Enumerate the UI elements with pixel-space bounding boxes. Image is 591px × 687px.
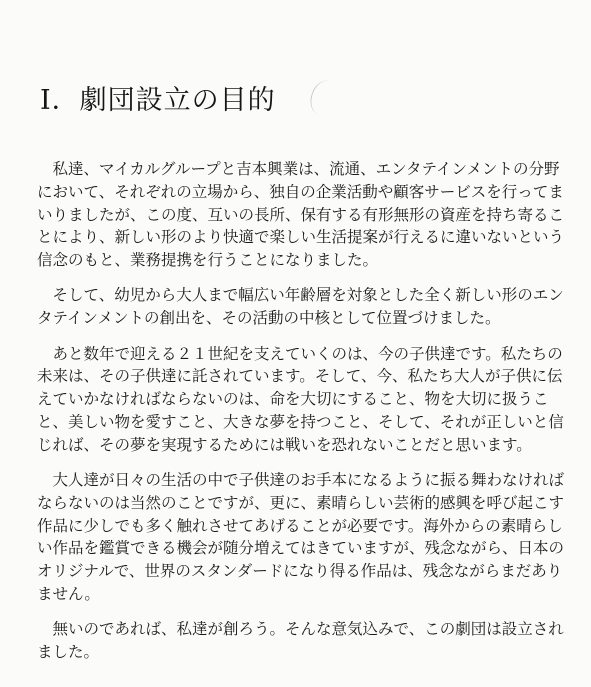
text-line: ました。	[37, 643, 100, 662]
paragraph-4	[37, 469, 572, 606]
text-line: えていかなければならないのは、命を大切にすること、物を大切に扱うこ	[37, 390, 549, 409]
text-line: 未来は、その子供達に託されています。そして、今、私たち大人が子供に伝	[37, 367, 563, 386]
body-text	[37, 158, 572, 676]
text-line: そして、幼児から大人まで幅広い年齢層を対象とした全く新しい形のエン	[52, 286, 564, 305]
paragraph-1	[37, 158, 572, 272]
section-heading: Ⅰ．劇団設立の目的	[40, 85, 276, 116]
text-line: いりましたが、この度、互いの長所、保有する有形無形の資産を持ち寄るこ	[37, 205, 565, 224]
text-line: 大人達が日々の生活の中で子供達のお手本になるように振る舞わなければ	[52, 471, 565, 490]
text-line: じれば、その夢を実現するためには戦いを恐れないことだと思います。	[37, 435, 532, 454]
text-line: 作品に少しでも多く触れさせてあげることが必要です。海外からの素晴らし	[37, 516, 563, 535]
text-line: ならないのは当然のことですが、更に、素晴らしい芸術的感興を呼び起こす	[37, 493, 565, 512]
text-line: タテインメントの創出を、その活動の中核として位置づけました。	[37, 309, 501, 328]
paragraph-3	[37, 343, 572, 457]
paragraph-5	[37, 618, 572, 664]
pencil-mark	[306, 77, 343, 120]
text-line: とにより、新しい形のより快適で楽しい生活提案が行えるに違いないという	[37, 228, 565, 247]
text-line: と、美しい物を愛すこと、大きな夢を持つこと、そして、それが正しいと信	[37, 412, 564, 431]
text-line: 信念のもと、業務提携を行うことになりました。	[37, 251, 379, 270]
text-line: ません。	[37, 585, 100, 604]
text-line: 私達、マイカルグループと吉本興業は、流通、エンタテインメントの分野	[52, 160, 560, 178]
paragraph-2	[37, 284, 572, 330]
text-line: において、それぞれの立場から、独自の企業活動や顧客サービスを行ってま	[37, 182, 564, 201]
text-line: い作品を鑑賞できる機会が随分増えてはきていますが、残念ながら、日本の	[37, 539, 565, 558]
text-line: 無いのであれば、私達が創ろう。そんな意気込みで、この劇団は設立され	[52, 620, 564, 639]
text-line: オリジナルで、世界のスタンダードになり得る作品は、残念ながらまだあり	[37, 562, 563, 581]
text-line: あと数年で迎える２１世紀を支えていくのは、今の子供達です。私たちの	[52, 344, 563, 363]
